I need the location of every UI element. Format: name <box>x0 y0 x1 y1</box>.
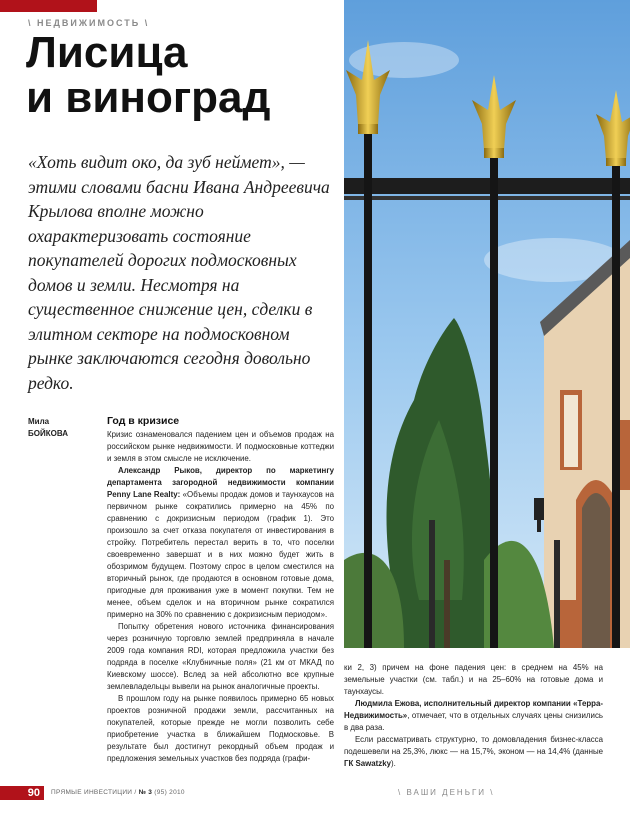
section-label: \ НЕДВИЖИМОСТЬ \ <box>28 18 150 28</box>
title-line-2: и виноград <box>26 73 271 122</box>
author-last-name: БОЙКОВА <box>28 429 68 438</box>
paragraph-2 <box>107 465 334 621</box>
title-line-1: Лисица <box>26 28 188 77</box>
p7-end: ). <box>391 759 396 768</box>
article-column-1 <box>107 414 334 765</box>
accent-bar <box>0 0 97 12</box>
subheading: Год в кризисе <box>107 415 180 427</box>
issue-year: (95) 2010 <box>152 789 185 796</box>
article-title <box>26 30 270 120</box>
paragraph-7 <box>344 734 603 770</box>
paragraph-6 <box>344 698 603 734</box>
magazine-name <box>51 789 185 796</box>
paragraph-3: Попытку обретения нового источника финансирования через розничную торговлю землей предприняла в начале 2009 года компания RDI, которая предложила участки без подряда в поселке «Клубничные поля» (21 км от МКАД по Киевскому шоссе). Вслед за ней абсолютно все крупные землевладельцы вывели на рынок аналогичные проекты. <box>107 622 334 691</box>
quote-text-1: «Объемы продаж домов и таунхаусов на первичном рынке сократились примерно на 45% по сравнению с докризисным периодом (график 1). Это произошло за счет отказа покупателя от инвестирования в стройку. Потребитель перестал верить в то, что поселки своевременно завершат и в них можно будет жить в обозримом будущем. Поэтому спрос в целом сместился на вторичный рынок, где продаются в основном готовые дома, пригодные для проживания уже в момент покупки. Тем не менее, объем сделок и на вторичном рынке сократился примерно на 30% по сравнению с докризисным периодом». <box>107 490 335 619</box>
page-number: 90 <box>0 786 44 800</box>
p7-source: ГК Sawatzky <box>344 759 392 768</box>
article-lead: «Хоть видит око, да зуб неймет», — этими словами басни Ивана Андреевича Крылова вполне можно охарактеризовать состояние покупателей дорогих подмосковных домов и земли. Несмотря на существенное снижение цен, сделки в элитном секторе на подмосковном рынке заключаются сегодня довольно редко. <box>28 152 330 393</box>
quote-speaker-1: Александр Рыков, директор по маркетингу департамента загородной недвижимости компании Penny Lane Realty: <box>107 466 334 499</box>
iron-gate-photo <box>344 0 630 648</box>
paragraph-4: В прошлом году на рынке появилось примерно 65 новых проектов розничной продажи земли, рассчитанных на покупателей, которые прежде не могли позволить себе приобретение участка в ближайшем Подмосковье. В результате был достигнут рекордный объем продаж и предложения земельных участков без подряда (графи- <box>107 694 334 763</box>
paragraph-5: ки 2, 3) причем на фоне падения цен: в среднем на 45% на земельные участки (см. табл.) и на 25–60% на готовые дома и таунхаусы. <box>344 663 603 696</box>
author-first-name: Мила <box>28 417 50 426</box>
article-column-2 <box>344 662 603 770</box>
paragraph-1: Кризис ознаменовался падением цен и объемов продаж на российском рынке недвижимости. И подмосковные коттеджи и земля в этом смысле не исключение. <box>107 430 334 463</box>
issue-number: № 3 <box>138 789 153 796</box>
author-byline <box>28 416 68 440</box>
quote-text-2: , отмечает, что в отдельных случаях цены снизились в два раза. <box>344 711 603 732</box>
quote-speaker-2: Людмила Ежова, исполнительный директор компании «Терра-Недвижимость» <box>344 699 603 720</box>
footer-section: \ ВАШИ ДЕНЬГИ \ <box>398 788 495 797</box>
magazine-title: ПРЯМЫЕ ИНВЕСТИЦИИ / <box>51 789 139 796</box>
p7-text: Если рассматривать структурно, то домовладения бизнес-класса подешевели на 25,3%, люкс — на 15,7%, эконом — на 14,4% (данные <box>344 735 603 756</box>
